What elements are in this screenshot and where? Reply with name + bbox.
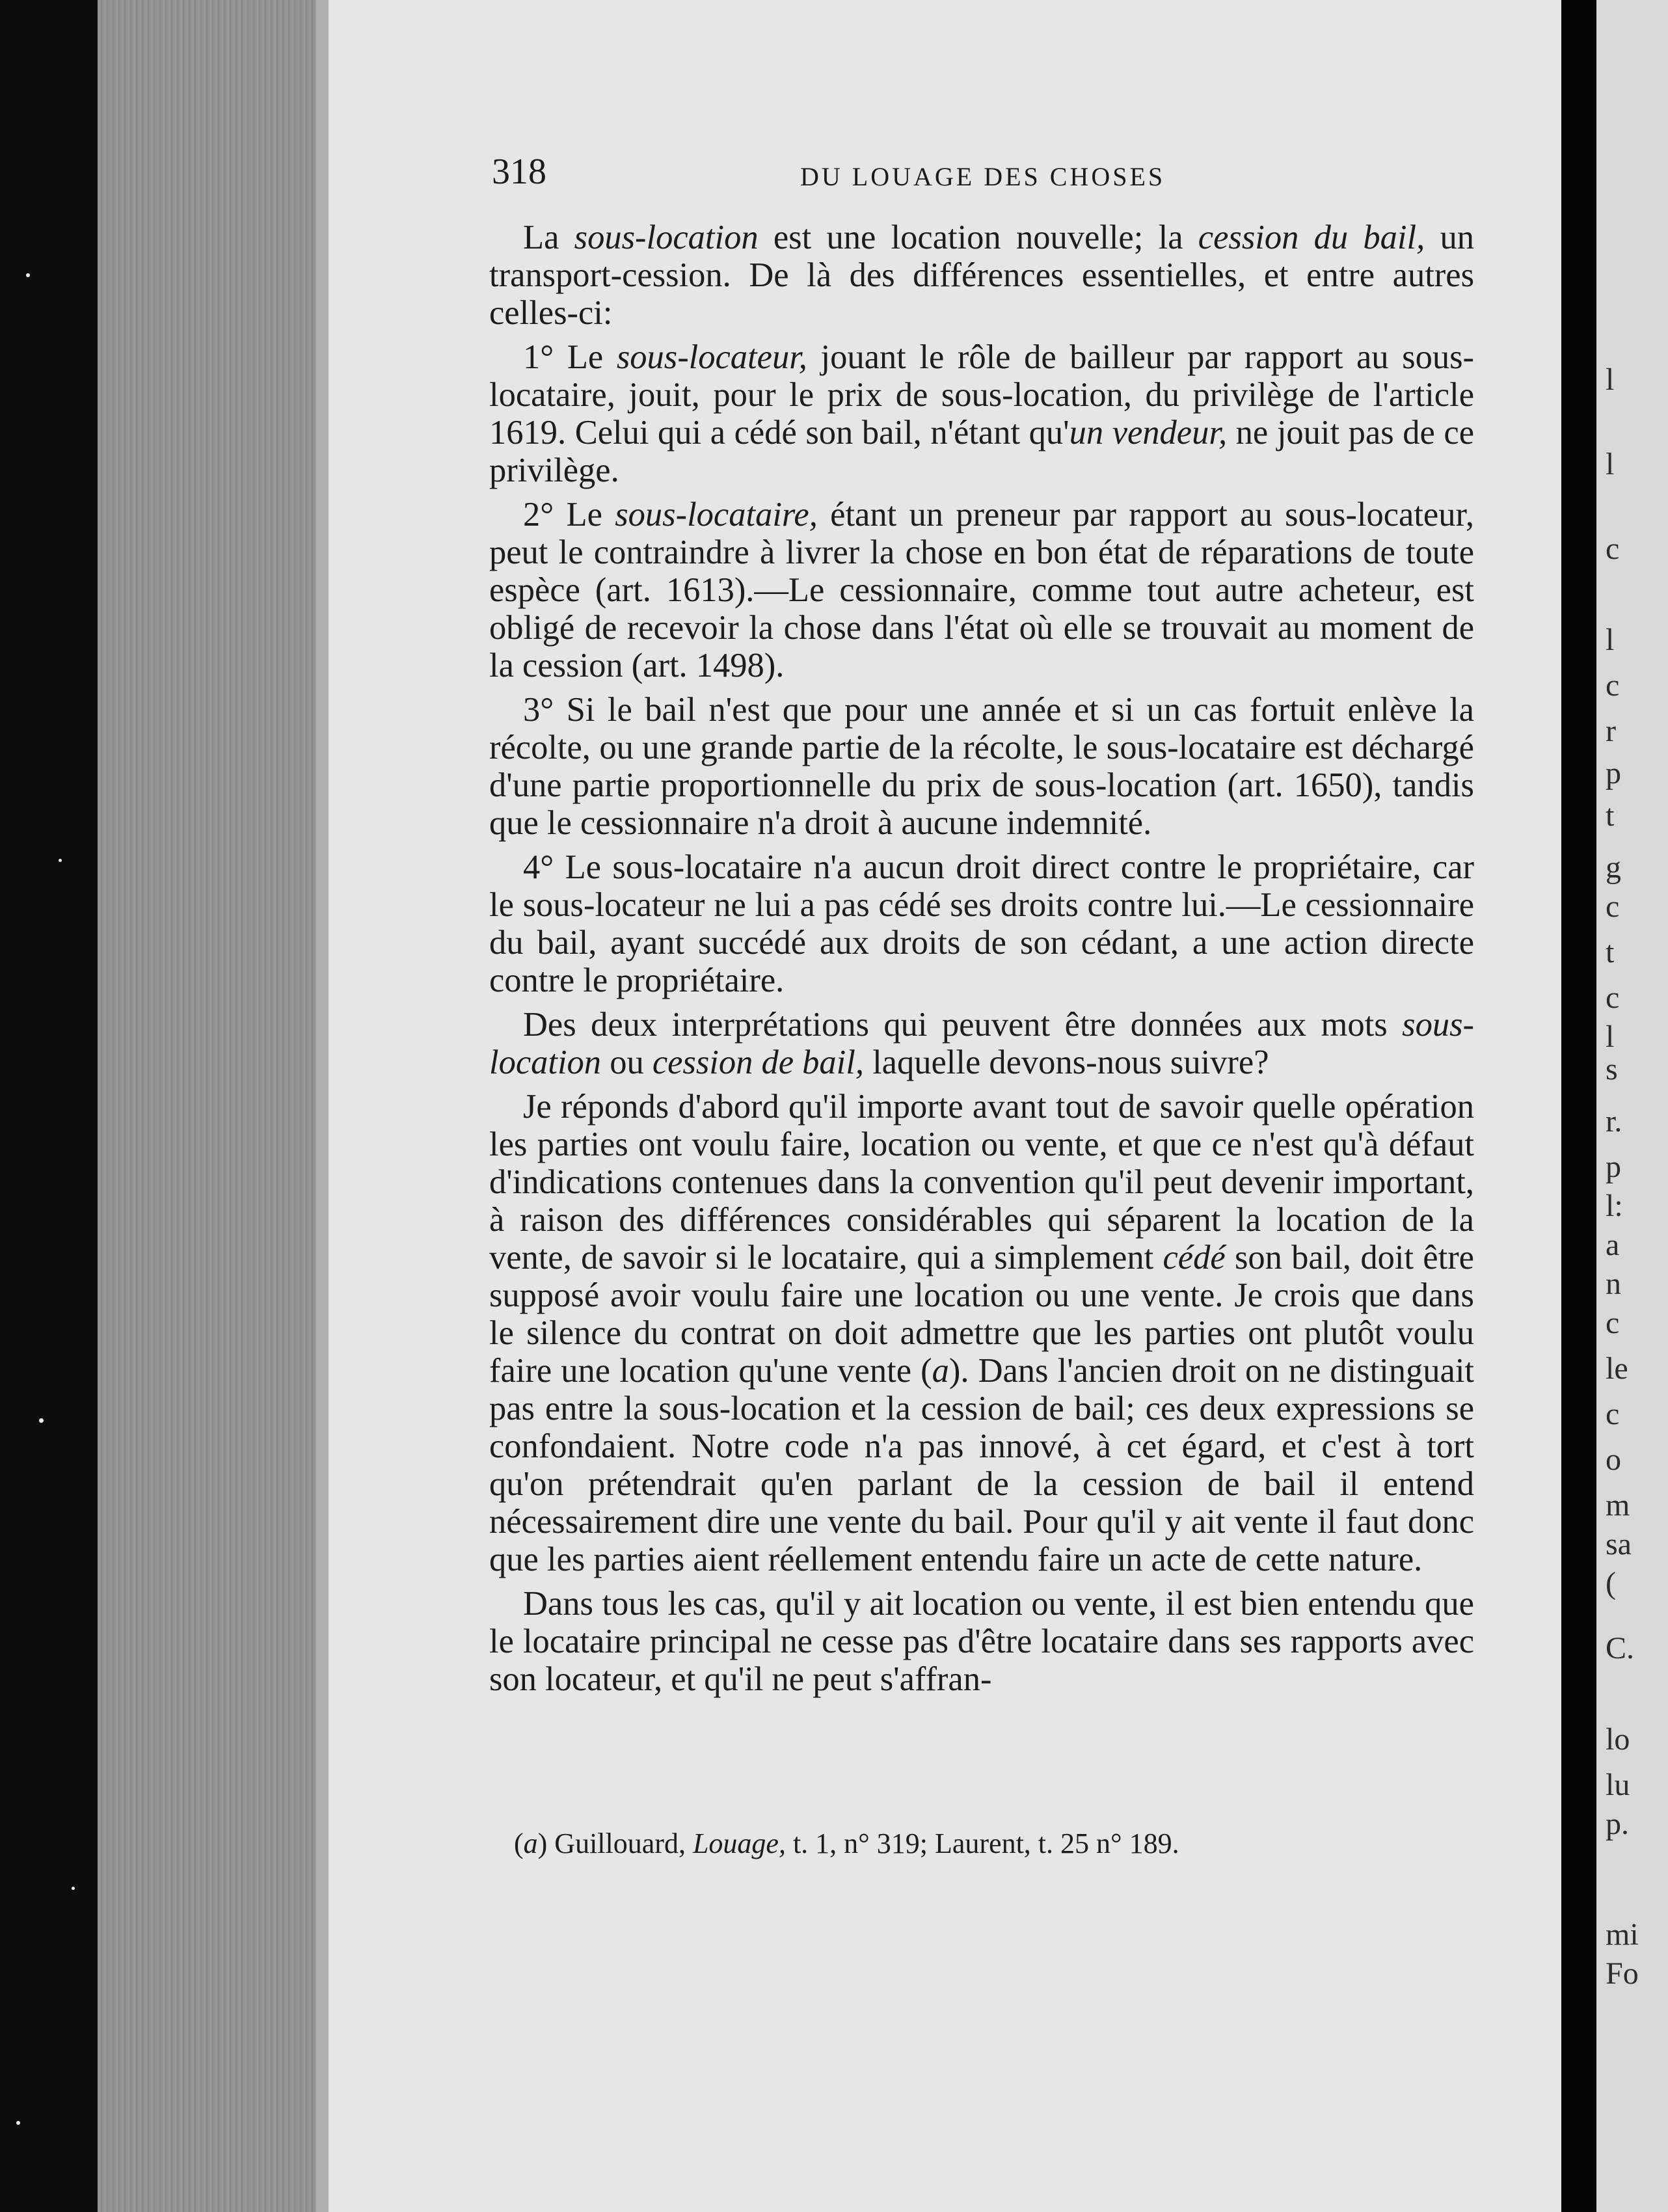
italic-text: Louage, (692, 1828, 786, 1859)
facing-page-fragment: c (1606, 980, 1620, 1015)
facing-page-fragment: lo (1606, 1722, 1630, 1757)
text-run: ). Dans l'ancien droit on ne distinguait pas entre la sous-location et la cession de bail; ces deux expressions se confondaient. Notre code n'a pas innové, à cet égard, et c'est à tort qu'on prétendrait qu'en parlant de la cession de bail il entend nécessairement dire une vente du bail. Pour qu'il y ait vente il faut donc que les parties aient réellement entendu faire un acte de cette nature. (489, 1352, 1474, 1578)
italic-text: sous-location (489, 1006, 1474, 1081)
facing-page-fragment: a (1606, 1228, 1620, 1262)
facing-page-fragment: l (1606, 623, 1615, 657)
paragraph (489, 338, 1474, 489)
facing-page-fragment: m (1606, 1488, 1630, 1522)
paragraph (489, 1088, 1474, 1578)
italic-text: sous-locateur, (616, 338, 807, 376)
facing-page-fragment: mi (1606, 1917, 1639, 1952)
facing-page-fragment: le (1606, 1351, 1628, 1386)
facing-page-fragment: p (1606, 1150, 1621, 1184)
dust-speck (59, 859, 62, 862)
text-run: t. 1, n° 319; Laurent, t. 25 n° 189. (785, 1828, 1179, 1859)
facing-page-fragment: p (1606, 756, 1621, 790)
text-run: un transport-cession. De là des différences essentielles, et entre autres celles-ci: (489, 219, 1475, 332)
paragraph (489, 848, 1474, 999)
facing-page-fragment: l (1606, 362, 1615, 397)
text-run: 2° Le (523, 496, 615, 533)
facing-page-fragment: r (1606, 714, 1616, 748)
facing-page-fragment: g (1606, 850, 1621, 885)
italic-text: un vendeur, (1069, 414, 1228, 452)
text-run: laquelle devons-nous suivre? (863, 1044, 1269, 1081)
text-run: ) Guillouard, (537, 1828, 693, 1859)
text-run: ou (601, 1044, 652, 1081)
facing-page-fragment: c (1606, 1397, 1620, 1431)
facing-page-fragment: l (1606, 447, 1615, 481)
italic-text: a (523, 1828, 538, 1859)
text-run: ( (514, 1828, 524, 1859)
facing-page-fragment: lu (1606, 1768, 1630, 1802)
facing-page-fragment: c (1606, 532, 1620, 566)
facing-page-fragment: n (1606, 1267, 1621, 1301)
paragraph (489, 691, 1474, 842)
facing-page-fragment: o (1606, 1442, 1621, 1477)
facing-page-fragment: p. (1606, 1807, 1629, 1841)
text-run: ne jouit pas de ce privilège. (489, 414, 1474, 489)
facing-page-fragment: C. (1606, 1631, 1635, 1666)
paragraph (489, 1006, 1474, 1081)
facing-page-fragment: Fo (1606, 1956, 1639, 1991)
facing-page-fragment: l: (1606, 1189, 1623, 1223)
text-run: Dans tous les cas, qu'il y ait location ou vente, il est bien entendu que le locataire principal ne cesse pas d'être locataire dans ses rapports avec son locateur, et qu'il ne peut s'affran- (489, 1585, 1474, 1698)
facing-page-fragment: c (1606, 668, 1620, 703)
facing-page-fragment: c (1606, 889, 1620, 924)
text-run: La (523, 219, 574, 256)
text-run: 1° Le (523, 338, 617, 376)
italic-text: cession de bail, (652, 1044, 864, 1081)
italic-text: sous-locataire, (615, 496, 818, 533)
text-run: jouant le rôle de bailleur par rapport au sous-locataire, jouit, pour le prix de sous-location, du privilège de l'article 1619. Celui qui a cédé son bail, n'étant qu' (489, 338, 1474, 452)
italic-text: sous-location (574, 219, 759, 256)
text-run: étant un preneur par rapport au sous-locateur, peut le contraindre à livrer la chose en bon état de réparations de toute espèce (art. 1613).—Le cessionnaire, comme tout autre acheteur, est obligé de recevoir la chose dans l'état où elle se trouvait au moment de la cession (art. 1498). (489, 496, 1474, 684)
dust-speck (39, 1418, 44, 1423)
facing-page-fragment: c (1606, 1306, 1620, 1340)
paragraph (489, 1585, 1474, 1698)
facing-page-edge (1596, 0, 1668, 2212)
facing-page-fragment: ( (1606, 1566, 1616, 1600)
dust-speck (26, 273, 30, 277)
facing-page-fragment: l (1606, 1019, 1615, 1054)
paragraph (489, 219, 1474, 332)
facing-page-fragment: t (1606, 935, 1615, 969)
dust-speck (72, 1887, 75, 1890)
italic-text: a (932, 1352, 949, 1390)
text-run: est une location nouvelle; la (758, 219, 1198, 256)
text-run: son bail, doit être supposé avoir voulu faire une location ou une vente. Je crois que dans le silence du contrat on doit admettre que les parties ont plutôt voulu faire une location qu'une vente ( (489, 1239, 1474, 1390)
text-run: 3° Si le bail n'est que pour une année et si un cas fortuit enlève la récolte, ou une grande partie de la récolte, le sous-locataire est déchargé d'une partie proportionnelle du prix de sous-location (art. 1650), tandis que le cessionnaire n'a droit à aucune indemnité. (489, 691, 1474, 842)
paragraph (489, 496, 1474, 684)
dust-speck (16, 2121, 20, 2125)
page-edge-stack (98, 0, 332, 2212)
body-text (489, 219, 1474, 1705)
facing-page-fragment: r. (1606, 1104, 1622, 1139)
running-title: DU LOUAGE DES CHOSES (800, 162, 1166, 191)
text-run: Je réponds d'abord qu'il importe avant tout de savoir quelle opération les parties ont voulu faire, location ou vente, et que ce n'est qu'à défaut d'indications contenues dans la convention qu'il peut devenir important, à raison des différences considérables qui séparent la location de la vente, de savoir si le locataire, qui a simplement (489, 1088, 1474, 1276)
page-number: 318 (492, 152, 546, 192)
text-run: Des deux interprétations qui peuvent être données aux mots (523, 1006, 1403, 1044)
book-gutter (1561, 0, 1596, 2212)
facing-page-fragment: t (1606, 798, 1615, 833)
text-run: 4° Le sous-locataire n'a aucun droit direct contre le propriétaire, car le sous-locateur ne lui a pas cédé ses droits contre lui.—Le cessionnaire du bail, ayant succédé aux droits de son cédant, a une action directe contre le propriétaire. (489, 848, 1474, 999)
italic-text: cédé (1163, 1239, 1226, 1276)
footnote (514, 1827, 1474, 1861)
facing-page-fragment: sa (1606, 1527, 1632, 1561)
italic-text: cession du bail, (1198, 219, 1425, 256)
facing-page-fragment: s (1606, 1052, 1618, 1086)
